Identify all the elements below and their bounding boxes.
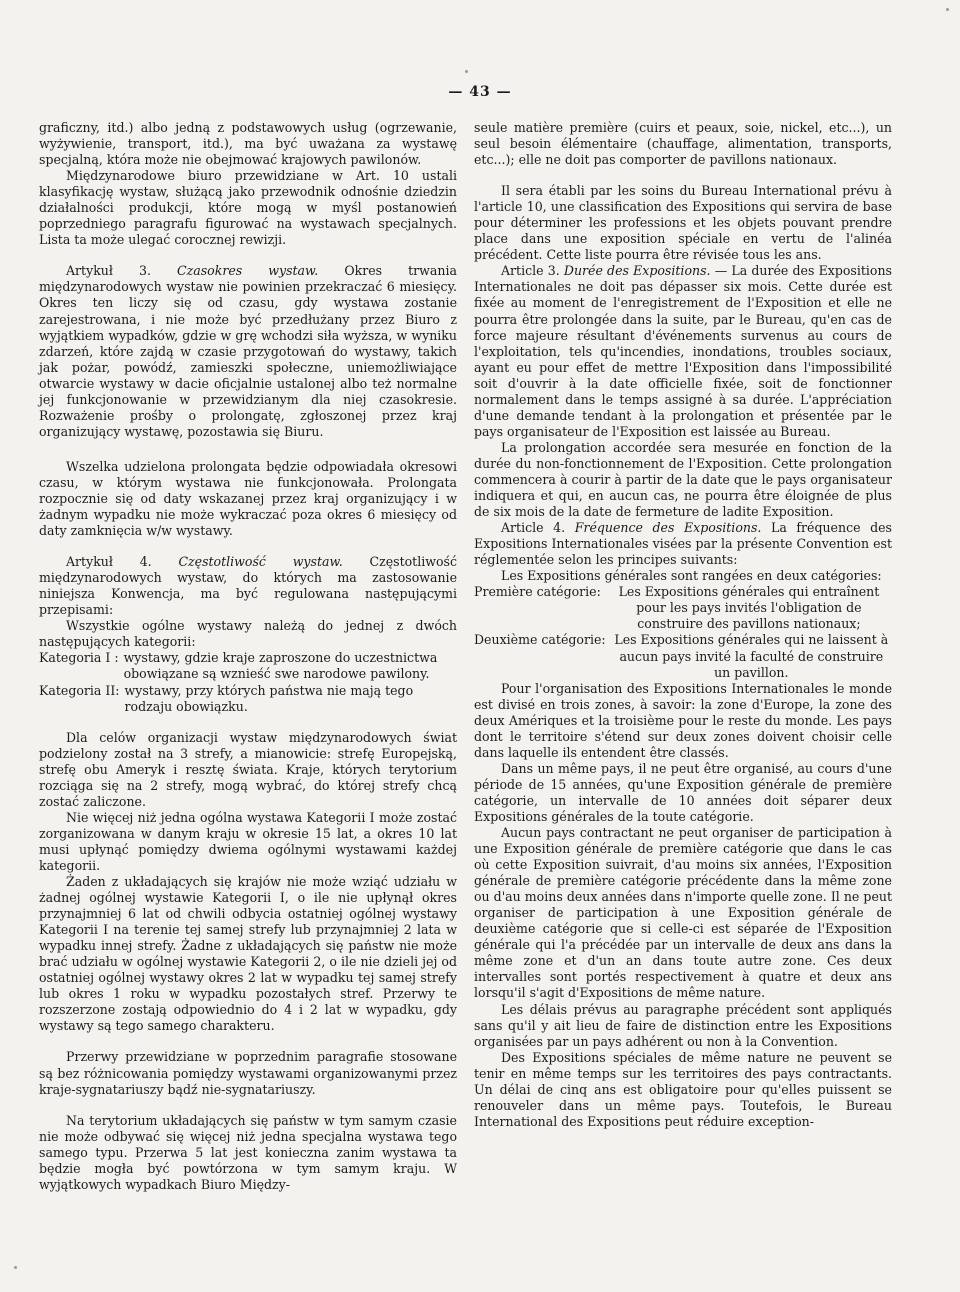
paragraph: Il sera établi par les soins du Bureau International prévu à l'article 10, une classification des Expositions qui servira de base pour déterminer les professions et les objets pouvant prendre place dans une exposition spéciale en vertu de l'alinéa précédent. Cette liste pourra être révisée tous les ans. [474,183,892,263]
paragraph: Les Expositions générales sont rangées en deux catégories: [501,568,882,584]
paragraph: Przerwy przewidziane w poprzednim paragrafie stosowane są bez różnicowania pomiędzy wystawami organizowanymi przez kraje-sygnatariuszy bądź nie-sygnatariuszy. [39,1049,457,1097]
paragraph: seule matière première (cuirs et peaux, soie, nickel, etc...), un seul besoin élémentaire (chauffage, alimentation, transports, etc...); elle ne doit pas comporter de pavillons nationaux. [474,120,892,168]
category-2 [39,683,457,715]
category-text: Les Expositions générales qui ne laissent à aucun pays invité la faculté de construire un pavillon. [614,632,889,680]
paragraph: graficzny, itd.) albo jedną z podstawowych usług (ogrzewanie, wyżywienie, transport, itd.), ma być uważana za wystawę specjalną, która może nie obejmować krajowych pawilonów. [39,120,457,168]
paragraph: Aucun pays contractant ne peut organiser de participation à une Exposition générale de première catégorie que dans le cas où cette Exposition suivrait, d'au moins six années, l'Exposition générale de première catégorie précédente dans la même zone ou d'au moins deux années dans n'importe quelle zone. Il ne peut organiser de participation à une Exposition générale de deuxième catégorie que si celle-ci est séparée de l'Exposition générale qui l'a précédée par un intervalle de deux ans dans la même zone et d'un an dans toute autre zone. Ces deux intervalles sont portés respectivement à quatre et deux ans lorsqu'il s'agit d'Expositions de même nature. [474,825,892,1001]
paragraph: Les délais prévus au paragraphe précédent sont appliqués sans qu'il y ait lieu de faire de distinction entre les Expositions organisées par un pays adhérent ou non à la Convention. [474,1001,892,1049]
paragraph: Na terytorium układających się państw w tym samym czasie nie może odbywać się więcej niż jedna specjalna wystawa tego samego typu. Przerwa 5 lat jest konieczna zanim wystawa ta będzie mogła być powtórzona w tym samym kraju. W wyjątkowych wypadkach Biuro Między- [39,1112,457,1192]
article-label: Artykuł 3. [66,263,151,279]
article-3 [39,263,457,440]
paragraph: Pour l'organisation des Expositions Internationales le monde est divisé en trois zones, à savoir: la zone d'Europe, la zone des deux Amériques et la troisième pour le reste du monde. Les pays dont le territoire s'étend sur deux zones doivent choisir celle dans laquelle ils entendent être classés. [474,680,892,760]
article-4 [474,520,892,568]
paragraph: Wszystkie ogólne wystawy należą do jednej z dwóch następujących kategorii: [39,618,457,650]
article-label: Article 4. [501,520,566,536]
paragraph: Wszelka udzielona prolongata będzie odpowiadała okresowi czasu, w którym wystawa nie funkcjonowała. Prolongata rozpocznie się od daty wskazanej przez kraj organizujący i w żadnym wypadku nie może wykraczać poza okres 6 miesięcy od daty zamknięcia w/w wystawy. [39,458,457,539]
paragraph: La prolongation accordée sera mesurée en fonction de la durée du non-fonctionnement de l'Exposition. Cette prolongation commencera à courir à partir de la date que le pays organisateur indiquera et qui, en aucun cas, ne pourra être éloignée de plus de six mois de la date de fermeture de ladite Exposition. [474,439,892,520]
category-text: wystawy, przy których państwa nie mają tego rodzaju obowiązku. [124,682,414,714]
category-label: Kategoria II: [39,682,120,698]
polish-column [39,120,457,1193]
category-2 [474,632,892,680]
article-text: Okres trwania międzynarodowych wystaw nie powinien przekraczać 6 miesięcy. Okres ten liczy się od czasu, gdy wystawa zostanie zarejestrowana, i nie może być przedłużany przez Biuro z wyjątkiem wypadków, gdzie w grę wchodzi siła wyższa, w wyniku zdarzeń, które zajdą w czasie przygotowań do wystawy, takich jak pożar, powódź, zamieszki społeczne, uniemożliwiające otwarcie wystawy w dacie oficjalnie ustalonej albo też normalne jej funkcjonowanie w przewidzianym dla niej czasokresie. Rozważenie prośby o prolongatę, zgłoszonej przez kraj organizujący wystawę, pozostawia się Biuru. [39,263,457,439]
article-text: La fréquence des Expositions Internationales visées par la présente Convention est réglementée selon les principes suivants: [474,520,892,568]
article-title: Durée des Expositions. [563,263,711,279]
paragraph: Des Expositions spéciales de même nature ne peuvent se tenir en même temps sur les territoires des pays contractants. Un délai de cinq ans est obligatoire pour qu'elles puissent se renouveler dans un même pays. Toutefois, le Bureau International des Expositions peut réduire exception- [474,1049,892,1129]
paragraph: Nie więcej niż jedna ogólna wystawa Kategorii I może zostać zorganizowana w danym kraju w okresie 15 lat, a okres 10 lat musi upłynąć pomiędzy dwiema ogólnymi wystawami każdej kategorii. [39,809,457,873]
category-label: Première catégorie: [474,584,601,600]
paragraph: Dla celów organizacji wystaw międzynarodowych świat podzielony został na 3 strefy, a mianowicie: strefę Europejską, strefę obu Ameryk i resztę świata. Kraje, których terytorium rozciąga się na 2 strefy, mogą wybrać, do której strefy chcą zostać zaliczone. [39,729,457,809]
french-column [474,120,892,1130]
article-label: Article 3. [501,263,560,279]
print-speck [14,1266,17,1269]
category-1 [39,650,457,682]
article-label: Artykuł 4. [66,554,152,570]
print-speck [946,8,949,11]
print-speck [465,70,468,73]
category-label: Kategoria I : [39,650,119,666]
category-text: wystawy, gdzie kraje zaproszone do uczestnictwa obowiązane są wznieść swe narodowe pawilony. [123,650,438,682]
article-title: Częstotliwość wystaw. [178,554,343,570]
category-text: Les Expositions générales qui entraînent pour les pays invités l'obligation de construire des pavillons nationaux; [618,584,880,632]
category-label: Deuxième catégorie: [474,632,606,648]
article-text: — La durée des Expositions Internationales ne doit pas dépasser six mois. Cette durée est fixée au moment de l'enregistrement de l'Exposition et elle ne pourra être prolongée dans la suite, par le Bureau, qu'en cas de force majeure résultant d'événements survenus au cours de l'exploitation, tels qu'incendies, inondations, troubles sociaux, ayant eu pour effet de mettre l'Exposition dans l'impossibilité soit d'ouvrir à la date officielle fixée, soit de fonctionner normalement dans le temps assigné à sa durée. L'appréciation d'une demande tendant à la prolongation et présentée par le pays organisateur de l'Exposition est laissée au Bureau. [474,263,892,439]
paragraph: Międzynarodowe biuro przewidziane w Art. 10 ustali klasyfikację wystaw, służącą jako przewodnik odnośnie dziedzin działalności produkcji, które mogą w myśl postanowień poprzedniego paragrafu figurować na wystawach specjalnych. Lista ta może ulegać corocznej rewizji. [39,168,457,248]
article-title: Fréquence des Expositions. [574,520,762,536]
paragraph: Dans un même pays, il ne peut être organisé, au cours d'une période de 15 années, qu'une Exposition générale de première catégorie, un intervalle de 10 années doit séparer deux Expositions générales de la toute catégorie. [474,760,892,824]
article-3 [474,263,892,440]
article-4 [39,554,457,618]
paragraph: Żaden z układających się krajów nie może wziąć udziału w żadnej ogólnej wystawie Kategorii I, o ile nie upłynął okres przynajmniej 6 lat od chwili odbycia ostatniej ogólnej wystawy Kategorii I na terenie tej samej strefy lub przynajmniej 2 lata w wypadku innej strefy. Żadne z układających się państw nie może brać udziału w ogólnej wystawie Kategorii 2, o ile nie dzieli jej od ostatniej ogólnej wystawy okres 2 lat w wypadku tej samej strefy lub okres 1 roku w wypadku pozostałych stref. Przerwy te rozszerzone zostają odpowiednio do 4 i 2 lat w wypadku, gdy wystawy są tego samego charakteru. [39,874,457,1034]
page-number: — 43 — [448,84,512,100]
category-1 [474,584,892,632]
article-text: Częstotliwość międzynarodowych wystaw, do których ma zastosowanie niniejsza Konwencja, ma być regulowana następującymi przepisami: [39,554,457,618]
article-title: Czasokres wystaw. [177,263,319,279]
